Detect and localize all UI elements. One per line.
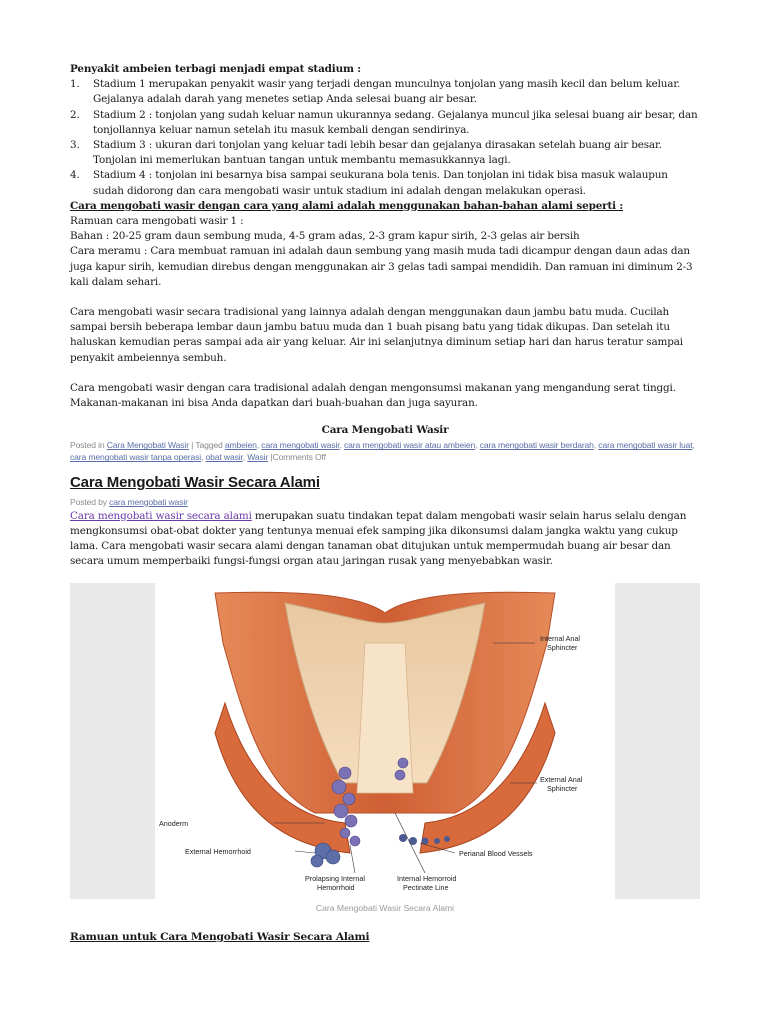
tag-link[interactable]: cara mengobati wasir berdarah [479, 440, 594, 451]
section-title: Cara Mengobati Wasir [321, 424, 449, 437]
stadium-list [70, 77, 700, 199]
tag-link[interactable]: obat wasir [205, 452, 243, 463]
label-prolapsing-1: Prolapsing Internal [305, 874, 365, 883]
posted-by: Posted by cara mengobati wasir [70, 496, 188, 507]
tag-link[interactable]: ambeien [224, 440, 257, 451]
anal-canal [357, 643, 413, 793]
author-link[interactable]: cara mengobati wasir [109, 496, 188, 507]
label-external-sphincter-1: External Anal [540, 775, 583, 784]
label-prolapsing-2: Hemorrhoid [317, 883, 355, 892]
tag-link[interactable]: cara mengobati wasir tanpa operasi [70, 452, 202, 463]
jambu-paragraph: Cara mengobati wasir secara tradisional yang lainnya adalah dengan menggunakan daun jambu batu muda. Cucilah sampai bersih beberapa lembar daun jambu batuu muda dan 1 buah pisang batu yang tidak dikupas. Dan setelah itu haluskan kemudian peras sampai ada air yang keluar. Air ini selanjutnya diminum setiap hari dan harus teratur sampai penyakit ambeiennya sembuh. [70, 306, 683, 364]
ramuan-title: Ramuan cara mengobati wasir 1 : [70, 215, 244, 228]
tag-link[interactable]: cara mengobati wasir luat [598, 440, 693, 451]
serat-paragraph: Cara mengobati wasir dengan cara tradisional adalah dengan mengonsumsi makanan yang mengandung serat tinggi. Makanan-makanan ini bisa Anda dapatkan dari buah-buahan dan juga sayuran. [70, 381, 676, 410]
article [70, 62, 700, 569]
label-internal-hemorrhoid-2: Pectinate Line [403, 883, 449, 892]
bahan-text: Bahan : 20-25 gram daun sembung muda, 4-5 gram adas, 2-3 gram kapur sirih, 2-3 gelas air bersih [70, 230, 580, 243]
post-body: Cara mengobati wasir secara alami merupakan suatu tindakan tepat dalam mengobati wasir selain harus selalu dengan mengkonsumsi obat-obat dokter yang tentunya menuai efek samping jika dikonsumsi dalam jangka waktu yang cukup lama. Cara mengobati wasir secara alami dengan tanaman obat ditujukan untuk mempermudah buang air besar dan secara umum memperbaiki fungsi-fungsi organ atau jaringan rusak yang menyebabkan wasir. [70, 509, 687, 568]
comments-status: Comments Off [272, 452, 326, 463]
post-body-link[interactable]: Cara mengobati wasir secara alami [70, 509, 252, 522]
label-external-sphincter-2: Sphincter [547, 784, 578, 793]
post-meta: Posted in Cara Mengobati Wasir | Tagged ambeien, cara mengobati wasir, cara mengobati wasir atau ambeien, cara mengobati wasir berdarah, cara mengobati wasir luat, cara mengobati wasir tanpa operasi, obat wasir, Wasir |Comments Off [70, 440, 695, 463]
tag-link[interactable]: Wasir [247, 452, 269, 463]
label-anoderm: Anoderm [159, 819, 189, 828]
list-item: 3. Stadium 3 : ukuran dari tonjolan yang keluar tadi lebih besar dan gejalanya dirasakan setelah buang air besar. Tonjolan ini memerlukan bantuan tangan untuk membantu memasukkannya lagi. [70, 139, 662, 167]
post-title[interactable]: Cara Mengobati Wasir Secara Alami [70, 474, 320, 492]
label-perianal: Perianal Blood Vessels [459, 849, 533, 858]
footer-heading: Ramuan untuk Cara Mengobati Wasir Secara Alami [70, 931, 370, 943]
natural-heading: Cara mengobati wasir dengan cara yang alami adalah menggunakan bahan-bahan alami seperti : [70, 199, 624, 212]
tag-link[interactable]: cara mengobati wasir atau ambeien [344, 440, 476, 451]
list-item: 2. Stadium 2 : tonjolan yang sudah keluar namun ukurannya sedang. Gejalanya muncul jika selesai buang air besar, dan tonjollannya keluar namun setelah itu masuk kembali dengan sendirinya. [70, 108, 698, 136]
label-internal-hemorrhoid-1: Internal Hemorroid [397, 874, 457, 883]
list-item: 1. Stadium 1 merupakan penyakit wasir yang terjadi dengan munculnya tonjolan yang masih kecil dan belum keluar. Gejalanya adalah darah yang menetes setiap Anda selesai buang air besar. [70, 78, 681, 106]
label-internal-sphincter-2: Sphincter [547, 643, 578, 652]
label-internal-sphincter-1: Internal Anal [540, 634, 580, 643]
category-link[interactable]: Cara Mengobati Wasir [106, 440, 189, 451]
hemorrhoid-diagram [155, 583, 615, 899]
anatomy-figure [70, 583, 700, 899]
tag-link[interactable]: cara mengobati wasir [261, 440, 340, 451]
stadium-heading: Penyakit ambeien terbagi menjadi empat stadium : [70, 63, 361, 75]
list-item: 4. Stadium 4 : tonjolan ini besarnya bisa sampai seukurana bola tenis. Dan tonjolan ini tidak bisa masuk walaupun sudah didorong dan cara mengobati wasir untuk stadium ini adalah dengan melakukan operasi. [70, 169, 668, 197]
meramu-text: Cara meramu : Cara membuat ramuan ini adalah daun sembung yang masih muda tadi dicampur dengan daun adas dan juga kapur sirih, kemudian direbus dengan menggunakan air 3 gelas tadi sampai mendidih. Dan ramuan ini diminum 2-3 kali dalam sehari. [70, 245, 693, 288]
label-external-hemorrhoid: External Hemorrhoid [185, 847, 251, 856]
figure-caption: Cara Mengobati Wasir Secara Alami [315, 903, 455, 913]
